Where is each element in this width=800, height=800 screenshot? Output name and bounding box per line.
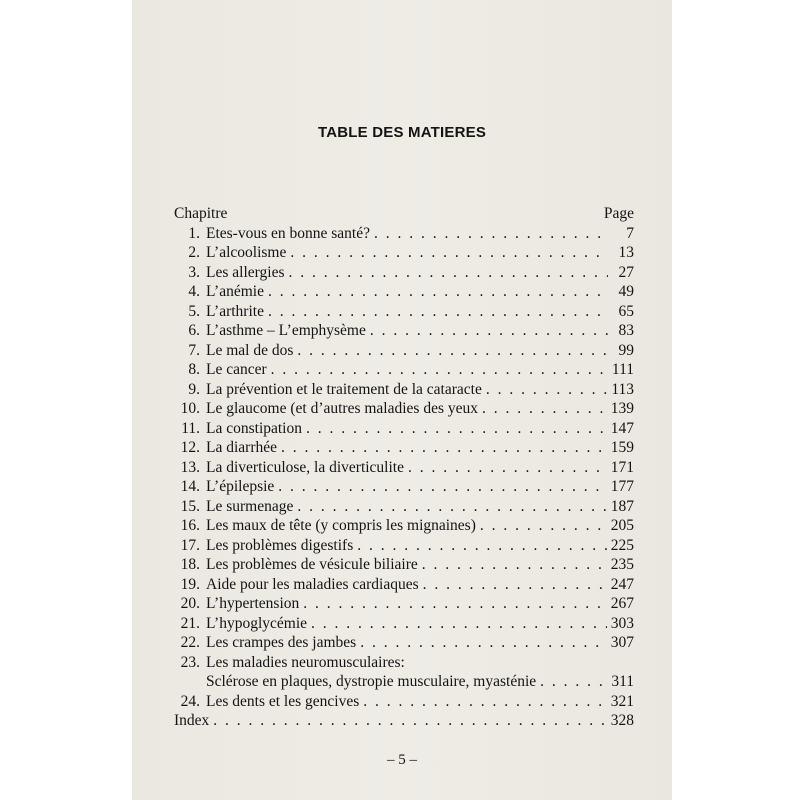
- entry-label: L’épilepsie: [206, 478, 275, 495]
- entry-page: 113: [611, 380, 634, 398]
- entry-number: 19.: [180, 575, 200, 593]
- entry-label: Le surmenage: [206, 497, 294, 515]
- index-label: Index: [174, 712, 210, 729]
- toc-entry: [174, 633, 634, 653]
- entry-page: 13: [618, 244, 634, 261]
- entry-label: Les maux de tête (y compris les mignaines): [206, 517, 476, 534]
- entry-number: 6.: [188, 322, 200, 339]
- toc-entry: [174, 282, 634, 302]
- entry-page: 83: [618, 322, 634, 339]
- entry-label: Le mal de dos: [206, 341, 294, 359]
- entry-number: 9.: [188, 380, 200, 398]
- entry-page: 247: [610, 575, 634, 593]
- entry-number: 11.: [181, 419, 200, 437]
- entry-page: 49: [618, 283, 634, 300]
- entry-number: 21.: [180, 614, 200, 632]
- entry-number: 2.: [188, 244, 200, 261]
- entry-second-line: [174, 672, 634, 692]
- toc-entry: [174, 575, 634, 595]
- entry-number: 3.: [188, 263, 200, 281]
- entry-page: 235: [610, 556, 634, 573]
- entry-label: Les maladies neuromusculaires:: [206, 653, 405, 671]
- book-page: [132, 0, 672, 800]
- entry-label: La diverticulose, la diverticulite: [206, 458, 404, 476]
- entry-number: 20.: [180, 595, 200, 612]
- entry-label: Les problèmes digestifs: [206, 536, 354, 554]
- leader-dots: [363, 692, 607, 712]
- toc-entry: [174, 653, 634, 692]
- leader-dots: [303, 594, 606, 614]
- toc-entry: [174, 419, 634, 439]
- toc-entry: [174, 321, 634, 341]
- entry-number: 22.: [180, 634, 200, 651]
- entry-label: Le cancer: [206, 361, 267, 378]
- entry-number: 14.: [180, 478, 200, 495]
- entry-number: 17.: [180, 536, 200, 554]
- entry-number: 5.: [188, 302, 200, 320]
- entry-number: 15.: [180, 497, 200, 515]
- entry-number: 16.: [180, 517, 200, 534]
- entry-page: 187: [610, 497, 634, 515]
- leader-dots: [370, 321, 608, 341]
- entry-label: Les crampes des jambes: [206, 634, 357, 651]
- entry-number: 7.: [188, 341, 200, 359]
- leader-dots: [360, 633, 607, 653]
- entry-page: 307: [610, 634, 634, 651]
- entry-page: 147: [610, 419, 634, 437]
- entry-label: L’alcoolisme: [206, 244, 287, 261]
- leader-dots: [357, 536, 607, 556]
- page-title: TABLE DES MATIERES: [317, 124, 487, 141]
- leader-dots: [271, 360, 608, 380]
- entry-page: 27: [618, 263, 634, 281]
- leader-dots: [486, 380, 607, 400]
- toc-entry: [174, 692, 634, 712]
- entry-page: 159: [610, 439, 634, 456]
- entry-label: Les dents et les gencives: [206, 692, 360, 710]
- entry-page: 225: [610, 536, 634, 554]
- leader-dots: [278, 477, 606, 497]
- entry-label: Etes-vous en bonne santé?: [206, 224, 370, 242]
- entry-label: L’hypoglycémie: [206, 614, 308, 632]
- entry-number: 13.: [180, 458, 200, 476]
- entry-label: L’anémie: [206, 283, 264, 300]
- leader-dots: [482, 399, 607, 419]
- entry-number: 23.: [180, 653, 200, 671]
- toc-entry: [174, 458, 634, 478]
- entry-page: 311: [611, 673, 634, 690]
- toc-entry: [174, 341, 634, 361]
- entry-first-line: [174, 653, 634, 673]
- toc-entry: [174, 263, 634, 283]
- toc-entry: [174, 594, 634, 614]
- page-column-header: Page: [603, 205, 634, 222]
- entry-page: 303: [610, 614, 634, 632]
- entry-number: 24.: [180, 692, 200, 710]
- leader-dots: [281, 438, 607, 458]
- toc-header: [174, 204, 634, 224]
- table-of-contents: [174, 204, 634, 731]
- leader-dots: [297, 497, 606, 517]
- entry-page: 171: [610, 458, 634, 476]
- leader-dots: [480, 516, 607, 536]
- leader-dots: [213, 711, 606, 731]
- entry-label: Les problèmes de vésicule biliaire: [206, 556, 418, 573]
- toc-entry: [174, 497, 634, 517]
- entry-label: Aide pour les maladies cardiaques: [206, 575, 419, 593]
- leader-dots: [268, 282, 608, 302]
- leader-dots: [306, 419, 607, 439]
- toc-entry: [174, 302, 634, 322]
- leader-dots: [311, 614, 607, 634]
- leader-dots: [288, 263, 608, 283]
- toc-entry: [174, 438, 634, 458]
- entry-label: L’arthrite: [206, 302, 264, 320]
- entry-label: La prévention et le traitement de la cataracte: [206, 380, 482, 398]
- leader-dots: [423, 575, 607, 595]
- entry-page: 177: [610, 478, 634, 495]
- index-page: 328: [610, 712, 634, 729]
- leader-dots: [408, 458, 607, 478]
- entry-number: 12.: [180, 439, 200, 456]
- leader-dots: [297, 341, 608, 361]
- leader-dots: [422, 555, 607, 575]
- toc-entry: [174, 380, 634, 400]
- entry-number: 1.: [188, 224, 200, 242]
- entry-number: 8.: [188, 361, 200, 378]
- toc-entry: [174, 536, 634, 556]
- entry-page: 111: [611, 361, 634, 378]
- entry-page: 7: [626, 224, 634, 242]
- toc-entry: [174, 614, 634, 634]
- page-number-footer: – 5 –: [387, 752, 417, 768]
- toc-entry: [174, 516, 634, 536]
- leader-dots: [540, 672, 607, 692]
- entry-label: La diarrhée: [206, 439, 277, 456]
- entry-page: 205: [610, 517, 634, 534]
- entry-label: L’hypertension: [206, 595, 300, 612]
- entry-page: 267: [610, 595, 634, 612]
- entry-label: Les allergies: [206, 263, 285, 281]
- entry-label: Le glaucome (et d’autres maladies des yeux: [206, 400, 478, 417]
- toc-entry: [174, 243, 634, 263]
- toc-entry: [174, 360, 634, 380]
- toc-entry: [174, 399, 634, 419]
- leader-dots: [268, 302, 608, 322]
- chapter-column-header: Chapitre: [174, 205, 228, 222]
- toc-index-entry: [174, 711, 634, 731]
- toc-entry: [174, 555, 634, 575]
- entry-page: 99: [618, 341, 634, 359]
- entry-number: 18.: [180, 556, 200, 573]
- leader-dots: [290, 243, 608, 263]
- entry-number: 4.: [188, 283, 200, 300]
- toc-entry: [174, 224, 634, 244]
- entry-page: 321: [610, 692, 634, 710]
- entry-page: 65: [618, 302, 634, 320]
- entry-label: La constipation: [206, 419, 302, 437]
- leader-dots: [374, 224, 608, 244]
- entry-page: 139: [610, 400, 634, 417]
- toc-entry: [174, 477, 634, 497]
- entry-sublabel: Sclérose en plaques, dystropie musculaire, myasténie: [206, 673, 537, 690]
- entry-number: 10.: [180, 400, 200, 417]
- entry-label: L’asthme – L’emphysème: [206, 322, 366, 339]
